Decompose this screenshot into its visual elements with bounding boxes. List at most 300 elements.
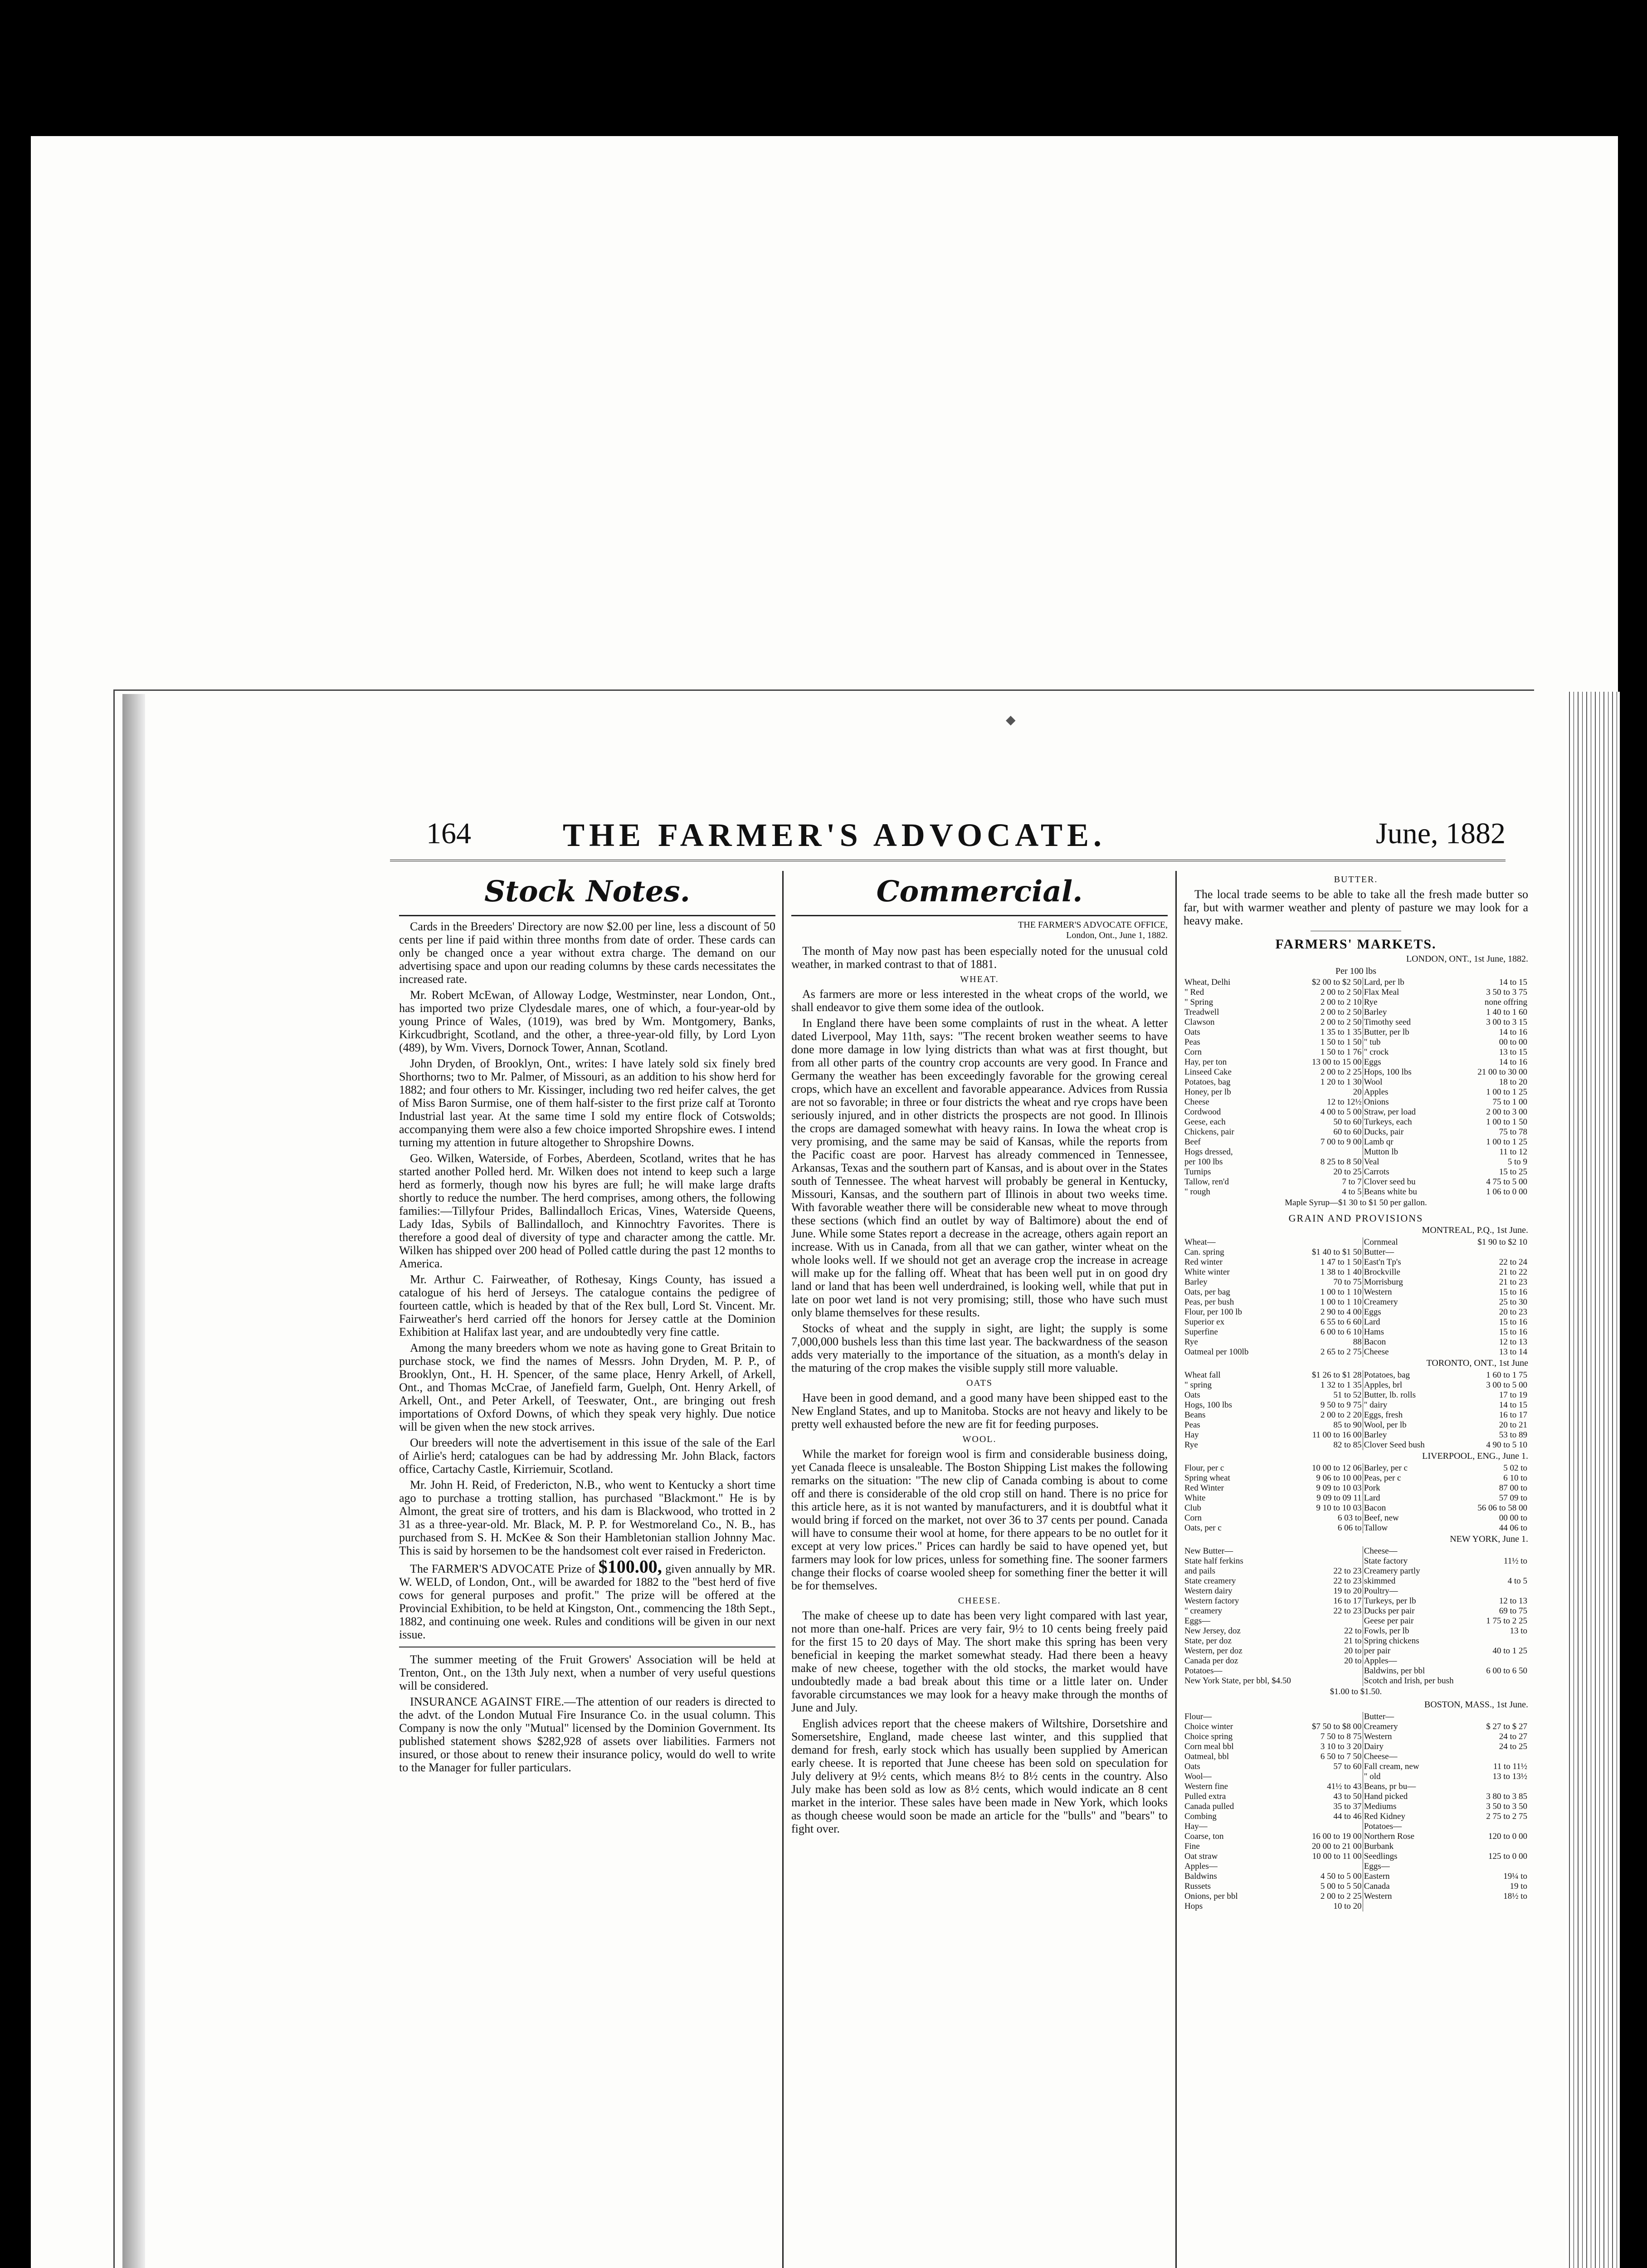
- price-cell: 8 25 to 8 50: [1320, 1157, 1362, 1167]
- price-cell: 21 to 22: [1499, 1267, 1527, 1277]
- commodity-cell: Oats: [1184, 1762, 1200, 1771]
- price-cell: 4 to 5: [1507, 1576, 1527, 1586]
- price-cell: 2 00 to 2 25: [1320, 1892, 1362, 1901]
- commodity-cell: State factory: [1363, 1556, 1466, 1566]
- price-cell: 15 to 25: [1499, 1167, 1527, 1177]
- dateline-place: London, Ont., June 1, 1882.: [1066, 930, 1168, 940]
- commodity-cell: Rye: [1184, 1337, 1198, 1347]
- commodity-cell: Red winter: [1184, 1257, 1223, 1267]
- commodity-cell: Veal: [1363, 1157, 1466, 1167]
- commodity-cell: Flour, per c: [1184, 1463, 1224, 1473]
- price-cell: [1466, 1752, 1528, 1762]
- commodity-cell: Western dairy: [1184, 1586, 1233, 1596]
- commodity-cell: Geese per pair: [1363, 1616, 1466, 1626]
- price-cell: 1 00 to 1 25: [1486, 1137, 1527, 1147]
- commercial-intro: The month of May now past has been especially noted for the unusual cold weather, in marked contrast to that of 1881.: [791, 944, 1168, 971]
- price-cell: 4 75 to 5 00: [1486, 1177, 1527, 1187]
- price-cell: 24 to 25: [1499, 1742, 1527, 1751]
- price-row: [1184, 1390, 1528, 1400]
- price-cell: none offring: [1484, 997, 1527, 1007]
- price-row: [1184, 1380, 1528, 1390]
- commodity-cell: New Jersey, doz: [1184, 1626, 1241, 1636]
- newyork-note: $1.00 to $1.50.: [1330, 1687, 1382, 1696]
- price-cell: 125 to 0 00: [1488, 1852, 1527, 1861]
- oats-body: Have been in good demand, and a good many have been shipped east to the New England States, and up to Manitoba. Stocks are not heavy and likely to be pretty well exhausted before the new are fit for feeding purposes.: [791, 1391, 1168, 1431]
- price-cell: 9 50 to 9 75: [1320, 1400, 1362, 1410]
- price-cell: 21 00 to 30 00: [1477, 1067, 1527, 1077]
- price-cell: 6 03 to: [1337, 1513, 1362, 1523]
- price-row: [1184, 1566, 1528, 1576]
- commodity-cell: Cordwood: [1184, 1107, 1221, 1117]
- price-cell: 1 06 to 0 00: [1486, 1187, 1527, 1197]
- commodity-cell: Baldwins, per bbl: [1363, 1666, 1466, 1676]
- price-cell: 5 02 to: [1503, 1463, 1527, 1473]
- price-cell: 18 to 20: [1499, 1077, 1527, 1087]
- price-cell: $1 26 to $1 28: [1311, 1370, 1362, 1380]
- price-cell: [1294, 1556, 1363, 1566]
- price-row: [1184, 1892, 1528, 1901]
- price-cell: 1 50 to 1 50: [1320, 1037, 1362, 1047]
- commodity-cell: Red Kidney: [1363, 1812, 1466, 1822]
- price-cell: 10 00 to 12 06: [1311, 1463, 1362, 1473]
- notice-paragraph: INSURANCE AGAINST FIRE.—The attention of our readers is directed to the advt. of the London Mutual Fire Insurance Co. in the usual column. This Company is now the only "Mutual" licensed by the Dominion Government. Its published statement shows $282,928 of assets over liabilities. Farmers not insured, or those about to renew their insurance policy, would do well to write to the Manager for fuller particulars.: [399, 1695, 775, 1774]
- price-row: [1184, 1327, 1528, 1337]
- commodity-cell: Oats: [1184, 1390, 1200, 1400]
- price-row: [1184, 1802, 1528, 1812]
- price-cell: 15 to 16: [1499, 1327, 1527, 1337]
- commodity-cell: Wool: [1363, 1077, 1466, 1087]
- price-cell: 3 80 to 3 85: [1486, 1792, 1527, 1801]
- commodity-cell: Beef, new: [1363, 1513, 1466, 1523]
- commodity-cell: Beans, pr bu—: [1363, 1782, 1466, 1792]
- stock-note-paragraph: John Dryden, of Brooklyn, Ont., writes: I have lately sold six finely bred Shorthorns; two to Mr. Palmer, of Missouri, as an addition to his show herd for 1882; and four others to Mr. Kissinger, including two red heifer calves, the get of Miss Baron Surmise, one of them half-sister to the first prize calf at Toronto Industrial last year. At the same time I sold my entire flock of Cotswolds; accompanying them were also a few choice imported Shropshire ewes. I intend turning my attention in future altogether to Shropshire Downs.: [399, 1057, 775, 1149]
- commodity-cell: Canada pulled: [1184, 1802, 1234, 1811]
- price-cell: 2 75 to 2 75: [1486, 1812, 1527, 1821]
- price-cell: 14 to 16: [1499, 1057, 1527, 1067]
- price-cell: 53 to 89: [1499, 1430, 1527, 1440]
- price-row: [1184, 1812, 1528, 1822]
- price-cell: 1 60 to 1 75: [1486, 1370, 1527, 1380]
- price-row: [1184, 987, 1528, 997]
- price-cell: 3 50 to 3 75: [1486, 987, 1527, 997]
- commercial-dateline: [791, 920, 1168, 941]
- commodity-cell: Beef: [1184, 1137, 1201, 1147]
- commodity-cell: Scotch and Irish, per bush: [1363, 1676, 1466, 1686]
- per-unit-heading: Per 100 lbs: [1335, 966, 1376, 976]
- commodity-cell: Butter—: [1363, 1247, 1466, 1257]
- price-cell: 41½ to 43: [1327, 1782, 1362, 1791]
- price-cell: 9 10 to 10 03: [1316, 1503, 1362, 1513]
- price-cell: 14 to 15: [1499, 978, 1527, 987]
- price-cell: 14 to 16: [1499, 1027, 1527, 1037]
- price-cell: 44 06 to: [1499, 1523, 1527, 1533]
- price-row: [1184, 1901, 1528, 1911]
- commodity-cell: Creamery: [1363, 1297, 1466, 1307]
- commodity-cell: Burbank: [1363, 1842, 1466, 1852]
- price-row: [1184, 1017, 1528, 1027]
- commodity-cell: Brockville: [1363, 1267, 1466, 1277]
- price-cell: 21 to: [1344, 1636, 1362, 1646]
- toronto-price-table: [1184, 1370, 1528, 1450]
- commodity-cell: Hay—: [1184, 1822, 1208, 1831]
- price-cell: 5 to 9: [1507, 1157, 1527, 1167]
- commodity-cell: Eggs, fresh: [1363, 1410, 1466, 1420]
- price-cell: 12 to 12½: [1327, 1097, 1362, 1107]
- price-cell: 3 50 to 3 50: [1486, 1802, 1527, 1811]
- commercial-title: Commercial.: [876, 875, 1083, 909]
- header-rule: [390, 860, 1506, 861]
- price-row: [1184, 1257, 1528, 1267]
- price-cell: 12 to 13: [1499, 1596, 1527, 1606]
- price-row: [1184, 1347, 1528, 1357]
- commodity-cell: Barley: [1184, 1277, 1208, 1287]
- price-cell: 4 00 to 5 00: [1320, 1107, 1362, 1117]
- price-cell: [1466, 1546, 1528, 1556]
- butter-body: The local trade seems to be able to take all the fresh made butter so far, but with warmer weather and plenty of pasture we may look for a heavy make.: [1184, 888, 1528, 927]
- commodity-cell: Morrisburg: [1363, 1277, 1466, 1287]
- price-cell: $1 90 to $2 10: [1477, 1237, 1527, 1247]
- price-cell: 82 to 85: [1333, 1440, 1362, 1450]
- markets-title: FARMERS' MARKETS.: [1275, 937, 1437, 952]
- price-cell: 13 to 15: [1499, 1047, 1527, 1057]
- price-cell: 2 00 to 2 25: [1320, 1067, 1362, 1077]
- commodity-cell: " spring: [1184, 1380, 1212, 1390]
- commodity-cell: Geese, each: [1184, 1117, 1226, 1127]
- price-cell: 14 to 15: [1499, 1400, 1527, 1410]
- price-row: [1184, 1137, 1528, 1147]
- commodity-cell: Eggs: [1363, 1307, 1466, 1317]
- prize-notice: [399, 1556, 775, 1641]
- wheat-paragraph: Stocks of wheat and the supply in sight, are light; the supply is some 7,000,000 bushels less than this time last year. The backwardness of the season adds very materially to the importance of the situation, as a month's delay in the maturing of the crop makes the visible supply still more valuable.: [791, 1322, 1168, 1374]
- commodity-cell: " rough: [1184, 1187, 1210, 1197]
- commodity-cell: Flour—: [1184, 1712, 1212, 1721]
- commodity-cell: Canada: [1363, 1882, 1466, 1892]
- price-cell: 7 00 to 9 00: [1320, 1137, 1362, 1147]
- commodity-cell: Potatoes—: [1184, 1666, 1223, 1676]
- commodity-cell: Beans: [1184, 1410, 1206, 1420]
- price-cell: 11½ to: [1503, 1556, 1527, 1566]
- column-rule: [782, 871, 784, 2268]
- price-row: [1184, 1712, 1528, 1722]
- commodity-cell: Potatoes—: [1363, 1822, 1466, 1832]
- price-cell: $2 00 to $2 50: [1311, 978, 1362, 987]
- price-cell: 51 to 52: [1333, 1390, 1362, 1400]
- price-row: [1184, 1616, 1528, 1626]
- price-row: [1184, 1400, 1528, 1410]
- commodity-cell: Choice winter: [1184, 1722, 1233, 1731]
- price-cell: 43 to 50: [1333, 1792, 1362, 1801]
- price-cell: $ 27 to $ 27: [1486, 1722, 1527, 1731]
- commodity-cell: Wheat, Delhi: [1184, 978, 1231, 987]
- price-cell: 3 10 to 3 20: [1320, 1742, 1362, 1751]
- commodity-cell: Turkeys, each: [1363, 1117, 1466, 1127]
- commodity-cell: Eggs: [1363, 1057, 1466, 1067]
- price-cell: 1 00 to 1 10: [1320, 1297, 1362, 1307]
- price-cell: 20 to: [1344, 1656, 1362, 1666]
- price-cell: 20 to 21: [1499, 1420, 1527, 1430]
- commodity-cell: Cheese—: [1363, 1546, 1466, 1556]
- commercial-column: [791, 871, 1168, 2268]
- commodity-cell: Choice spring: [1184, 1732, 1233, 1741]
- price-cell: [1466, 1636, 1528, 1646]
- price-row: [1184, 1832, 1528, 1842]
- price-cell: 6 50 to 7 50: [1320, 1752, 1362, 1761]
- commodity-cell: Barley, per c: [1363, 1463, 1466, 1473]
- commodity-cell: Potatoes, bag: [1184, 1077, 1231, 1087]
- price-cell: [1294, 1862, 1363, 1872]
- wool-heading: WOOL.: [962, 1434, 997, 1444]
- commodity-cell: " Spring: [1184, 997, 1213, 1007]
- commodity-cell: New York State, per bbl, $4.50: [1184, 1676, 1291, 1686]
- price-row: [1184, 1047, 1528, 1057]
- commodity-cell: Mediums: [1363, 1802, 1466, 1812]
- price-row: [1184, 1656, 1528, 1666]
- price-cell: 2 00 to 2 50: [1320, 1007, 1362, 1017]
- price-cell: 6 06 to: [1337, 1523, 1362, 1533]
- price-cell: 4 50 to 5 00: [1320, 1872, 1362, 1881]
- price-row: [1184, 1862, 1528, 1872]
- price-row: [1184, 1792, 1528, 1802]
- commodity-cell: Dairy: [1363, 1742, 1466, 1752]
- commodity-cell: Clover seed bu: [1363, 1177, 1466, 1187]
- price-row: [1184, 1463, 1528, 1473]
- commodity-cell: skimmed: [1363, 1576, 1466, 1586]
- commodity-cell: Treadwell: [1184, 1007, 1219, 1017]
- commodity-cell: Ducks per pair: [1363, 1606, 1466, 1616]
- price-cell: [1466, 1247, 1528, 1257]
- title-rule: [399, 915, 775, 916]
- price-cell: 1 38 to 1 40: [1320, 1267, 1362, 1277]
- price-cell: [1294, 1147, 1363, 1157]
- prize-rest: given annually by MR. W. WELD, of London, Ont., will be awarded for 1882 to the "best herd of five cows for general purposes and profit." The prize will be offered at the Provincial Exhibition, to be held at Kingston, Ont., commencing the 18th Sept., 1882, and continuing one week. Rules and conditions will be given in our next issue.: [399, 1562, 775, 1641]
- price-cell: 6 00 to 6 50: [1486, 1666, 1527, 1676]
- commodity-cell: Carrots: [1363, 1167, 1466, 1177]
- price-row: [1184, 1646, 1528, 1656]
- commodity-cell: Turkeys, per lb: [1363, 1596, 1466, 1606]
- commodity-cell: Potatoes, bag: [1363, 1370, 1466, 1380]
- dateline-office: THE FARMER'S ADVOCATE OFFICE,: [1018, 920, 1168, 930]
- commodity-cell: Poultry—: [1363, 1586, 1466, 1596]
- commodity-cell: Beans white bu: [1363, 1187, 1466, 1197]
- commodity-cell: Ducks, pair: [1363, 1127, 1466, 1137]
- commodity-cell: Baldwins: [1184, 1872, 1217, 1881]
- price-cell: 22 to 23: [1333, 1566, 1362, 1576]
- price-row: [1184, 1277, 1528, 1287]
- commodity-cell: " Red: [1184, 987, 1204, 997]
- commodity-cell: State creamery: [1184, 1576, 1236, 1586]
- price-cell: 1 00 to 1 25: [1486, 1087, 1527, 1097]
- commodity-cell: Lard: [1363, 1317, 1466, 1327]
- commodity-cell: Barley: [1363, 1430, 1466, 1440]
- price-row: [1184, 978, 1528, 987]
- price-row: [1184, 1430, 1528, 1440]
- price-row: [1184, 1576, 1528, 1586]
- price-cell: [1294, 1237, 1363, 1247]
- price-cell: 10 00 to 11 00: [1312, 1852, 1362, 1861]
- price-cell: 11 00 to 16 00: [1312, 1430, 1362, 1440]
- price-cell: 22 to 23: [1333, 1576, 1362, 1586]
- commodity-cell: Flour, per 100 lb: [1184, 1307, 1242, 1317]
- price-row: [1184, 1037, 1528, 1047]
- price-cell: 1 00 to 1 50: [1486, 1117, 1527, 1127]
- commodity-cell: Corn meal bbl: [1184, 1742, 1234, 1751]
- price-cell: [1466, 1676, 1528, 1686]
- stock-note-paragraph: Mr. John H. Reid, of Fredericton, N.B., who went to Kentucky a short time ago to purchase a trotting stallion, has purchased "Blackmont." He is by Almont, the great sire of trotters, and his dam is Blackwood, who trotted in 2 31 as a three-year-old. Mr. Black, M. P. P. for Westmoreland Co., N. B., has purchased from S. H. McKee & Son their Hambletonian stallion Johnny Mac. This is said by horsemen to be the handsomest colt ever raised in Fredericton.: [399, 1478, 775, 1557]
- price-cell: 15 to 16: [1499, 1317, 1527, 1327]
- price-cell: 1 50 to 1 76: [1320, 1047, 1362, 1057]
- commodity-cell: Oat straw: [1184, 1852, 1218, 1861]
- commodity-cell: Lard: [1363, 1493, 1466, 1503]
- price-cell: 6 00 to 6 10: [1320, 1327, 1362, 1337]
- margin-mark: ◆: [1006, 713, 1016, 727]
- london-price-table: [1184, 978, 1528, 1197]
- price-row: [1184, 1307, 1528, 1317]
- commodity-cell: Creamery: [1363, 1722, 1466, 1732]
- price-row: [1184, 1882, 1528, 1892]
- price-row: [1184, 1337, 1528, 1347]
- wheat-heading: WHEAT.: [960, 974, 999, 984]
- notice-paragraph: The summer meeting of the Fruit Growers' Association will be held at Trenton, Ont., on the 13th July next, when a number of very useful questions will be considered.: [399, 1653, 775, 1692]
- commodity-cell: Rye: [1363, 997, 1466, 1007]
- commodity-cell: " crock: [1363, 1047, 1466, 1057]
- commodity-cell: Hand picked: [1363, 1792, 1466, 1802]
- price-cell: [1294, 1712, 1363, 1722]
- commodity-cell: Lamb qr: [1363, 1137, 1466, 1147]
- price-row: [1184, 1626, 1528, 1636]
- price-cell: 6 55 to 6 60: [1320, 1317, 1362, 1327]
- commodity-cell: " old: [1363, 1772, 1466, 1782]
- cheese-body: English advices report that the cheese makers of Wiltshire, Dorsetshire and Somersetshire, England, made cheese last winter, and this supplied that demand for fresh, early stock which has usually been supplied by American early cheese. It is reported that June cheese has been sold on speculation for July delivery at 9½ cents, which means 8½ to 8½ cents in the country. Also July make has been sold as low as 8½ cents, which would indicate an 8 cent market in the interior. These sales have been made in New York, which looks as though cheese would soon be made an article for the "bulls" and "bears" to fight over.: [791, 1717, 1168, 1835]
- commodity-cell: Wheat—: [1184, 1237, 1216, 1247]
- price-cell: 2 00 to 3 00: [1486, 1107, 1527, 1117]
- commodity-cell: Oatmeal, bbl: [1184, 1752, 1229, 1761]
- price-cell: [1466, 1712, 1528, 1722]
- price-row: [1184, 1097, 1528, 1107]
- commodity-cell: Fowls, per lb: [1363, 1626, 1466, 1636]
- price-cell: 1 75 to 2 25: [1486, 1616, 1527, 1626]
- price-row: [1184, 1772, 1528, 1782]
- price-row: [1184, 1370, 1528, 1380]
- price-cell: [1466, 1656, 1528, 1666]
- price-cell: 120 to 0 00: [1488, 1832, 1527, 1841]
- price-cell: 20 to: [1344, 1646, 1362, 1656]
- price-cell: 57 to 60: [1333, 1762, 1362, 1771]
- price-cell: [1466, 1822, 1528, 1832]
- price-cell: 2 00 to 2 20: [1320, 1410, 1362, 1420]
- commodity-cell: Lard, per lb: [1363, 978, 1466, 987]
- commodity-cell: Butter, lb. rolls: [1363, 1390, 1466, 1400]
- commodity-cell: New Butter—: [1184, 1546, 1233, 1556]
- price-row: [1184, 1586, 1528, 1596]
- price-cell: 19 to 20: [1333, 1586, 1362, 1596]
- binding-shadow: [122, 694, 145, 2268]
- price-row: [1184, 1440, 1528, 1450]
- price-row: [1184, 1473, 1528, 1483]
- price-cell: 18½ to: [1503, 1892, 1527, 1901]
- price-cell: 44 to 46: [1333, 1812, 1362, 1821]
- price-cell: 5 00 to 5 50: [1320, 1882, 1362, 1891]
- liverpool-price-table: [1184, 1463, 1528, 1533]
- commodity-cell: Fine: [1184, 1842, 1200, 1851]
- price-cell: 75 to 1 00: [1492, 1097, 1527, 1107]
- price-row: [1184, 1872, 1528, 1882]
- price-row: [1184, 1666, 1528, 1676]
- commodity-cell: Clover Seed bush: [1363, 1440, 1466, 1450]
- oats-heading: OATS: [966, 1378, 993, 1388]
- price-cell: 13 to: [1510, 1626, 1527, 1636]
- price-row: [1184, 1546, 1528, 1556]
- commodity-cell: Creamery partly: [1363, 1566, 1466, 1576]
- stock-note-paragraph: Cards in the Breeders' Directory are now $2.00 per line, less a discount of 50 cents per line if paid within three months from date of order. These cards can only be changed once a year without extra charge. The demand on our advertising space and upon our reading columns by these cards necessitates the increased rate.: [399, 920, 775, 986]
- commodity-cell: Northern Rose: [1363, 1832, 1466, 1842]
- price-cell: 7 to 7: [1342, 1177, 1362, 1187]
- price-cell: 1 35 to 1 35: [1320, 1027, 1362, 1037]
- price-row: [1184, 1297, 1528, 1307]
- commodity-cell: Club: [1184, 1503, 1201, 1513]
- commodity-cell: Apples—: [1184, 1862, 1218, 1871]
- column-rule: [1175, 871, 1177, 2268]
- commodity-cell: Tallow: [1363, 1523, 1466, 1533]
- price-row: [1184, 1523, 1528, 1533]
- price-cell: [1294, 1546, 1363, 1556]
- commodity-cell: Straw, per load: [1363, 1107, 1466, 1117]
- price-cell: 25 to 30: [1499, 1297, 1527, 1307]
- london-dateline: LONDON, ONT., 1st June, 1882.: [1406, 954, 1528, 964]
- page-edges: [1565, 692, 1620, 2268]
- wheat-paragraph: In England there have been some complaints of rust in the wheat. A letter dated Liverpool, May 11th, says: "The recent broken weather seems to have done more damage in low lying districts than what was at first thought, but from all other parts of the country crop accounts are very good. In France and Germany the weather has been exceedingly favorable for the growing cereal crops, which have an excellent and favorable appearance. Advices from Russia are not so favorable; in three or four districts the wheat and rye crops have been seriously injured, and in other districts the prospects are not good. In Illinois the crops are damaged somewhat with heavy rains. In Iowa the wheat crop is very promising, and the same may be said of Kansas, while the reports from the Pacific coast are poor. Harvest has already commenced in Tennessee, Arkansas, Texas and the southern part of Kansas, and is about over in the States south of Tennessee. The wheat harvest will probably be general in Kentucky, Missouri, Kansas, and the southern part of Illinois in about two weeks time. With favorable weather there will be considerable new wheat to move through these sections (which find an outlet by way of Baltimore) about the end of June. While some States report a decrease in the acreage, others again report an increase. With us in Canada, from all that we can gather, winter wheat on the whole looks well. If we should not get an average crop the increase in acreage will make up for the falling off. Wheat that has been well put in on good dry land or land that has been well underdrained, is looking well, while that put in late on poor wet land is not very promising; still, those who have such must only blame themselves for these results.: [791, 1017, 1168, 1319]
- price-cell: 20 to 25: [1333, 1167, 1362, 1177]
- price-cell: [1466, 1842, 1528, 1852]
- commodity-cell: Seedlings: [1363, 1852, 1466, 1862]
- commodity-cell: " tub: [1363, 1037, 1466, 1047]
- price-cell: 22 to 23: [1333, 1606, 1362, 1616]
- price-cell: 9 09 to 09 11: [1316, 1493, 1362, 1503]
- commodity-cell: Eggs—: [1363, 1862, 1466, 1872]
- stock-note-paragraph: Mr. Robert McEwan, of Alloway Lodge, Westminster, near London, Ont., has imported two prize Clydesdale mares, one of which, a four-year-old by young Prince of Wales, (1019), was bred by Wm. Montgomery, Banks, Kirkcudbright, Scotland, and the other, a three-year-old filly, by Lord Lyon (489), by Wm. Vivers, Dornock Tower, Annan, Scotland.: [399, 988, 775, 1054]
- price-row: [1184, 1483, 1528, 1493]
- price-row: [1184, 1503, 1528, 1513]
- price-cell: 24 to 27: [1499, 1732, 1527, 1741]
- price-cell: 13 to 13½: [1492, 1772, 1527, 1781]
- commodity-cell: Can. spring: [1184, 1247, 1224, 1257]
- prize-amount: $100.00,: [598, 1556, 662, 1577]
- price-cell: 20: [1353, 1087, 1362, 1097]
- issue-date: June, 1882: [1376, 817, 1506, 850]
- price-cell: 2 00 to 2 50: [1320, 987, 1362, 997]
- price-cell: 15 to 16: [1499, 1287, 1527, 1297]
- commodity-cell: Onions, per bbl: [1184, 1892, 1238, 1901]
- montreal-dateline: MONTREAL, P.Q., 1st June.: [1422, 1225, 1528, 1235]
- price-cell: 1 00 to 1 10: [1320, 1287, 1362, 1297]
- price-cell: $1 40 to $1 50: [1311, 1247, 1362, 1257]
- price-row: [1184, 1606, 1528, 1616]
- commodity-cell: Combing: [1184, 1812, 1217, 1821]
- price-cell: 16 to 17: [1333, 1596, 1362, 1606]
- price-cell: [1466, 1586, 1528, 1596]
- commodity-cell: Bacon: [1363, 1503, 1466, 1513]
- price-cell: 88: [1353, 1337, 1362, 1347]
- commodity-cell: Eggs—: [1184, 1616, 1210, 1626]
- price-row: [1184, 1177, 1528, 1187]
- price-row: [1184, 1782, 1528, 1792]
- price-cell: [1294, 1616, 1363, 1626]
- commodity-cell: Superior ex: [1184, 1317, 1225, 1327]
- price-cell: [1466, 1901, 1528, 1911]
- price-row: [1184, 1087, 1528, 1097]
- commodity-cell: Hogs dressed,: [1184, 1147, 1233, 1157]
- butter-heading: BUTTER.: [1334, 875, 1378, 885]
- commodity-cell: Wool—: [1184, 1772, 1212, 1781]
